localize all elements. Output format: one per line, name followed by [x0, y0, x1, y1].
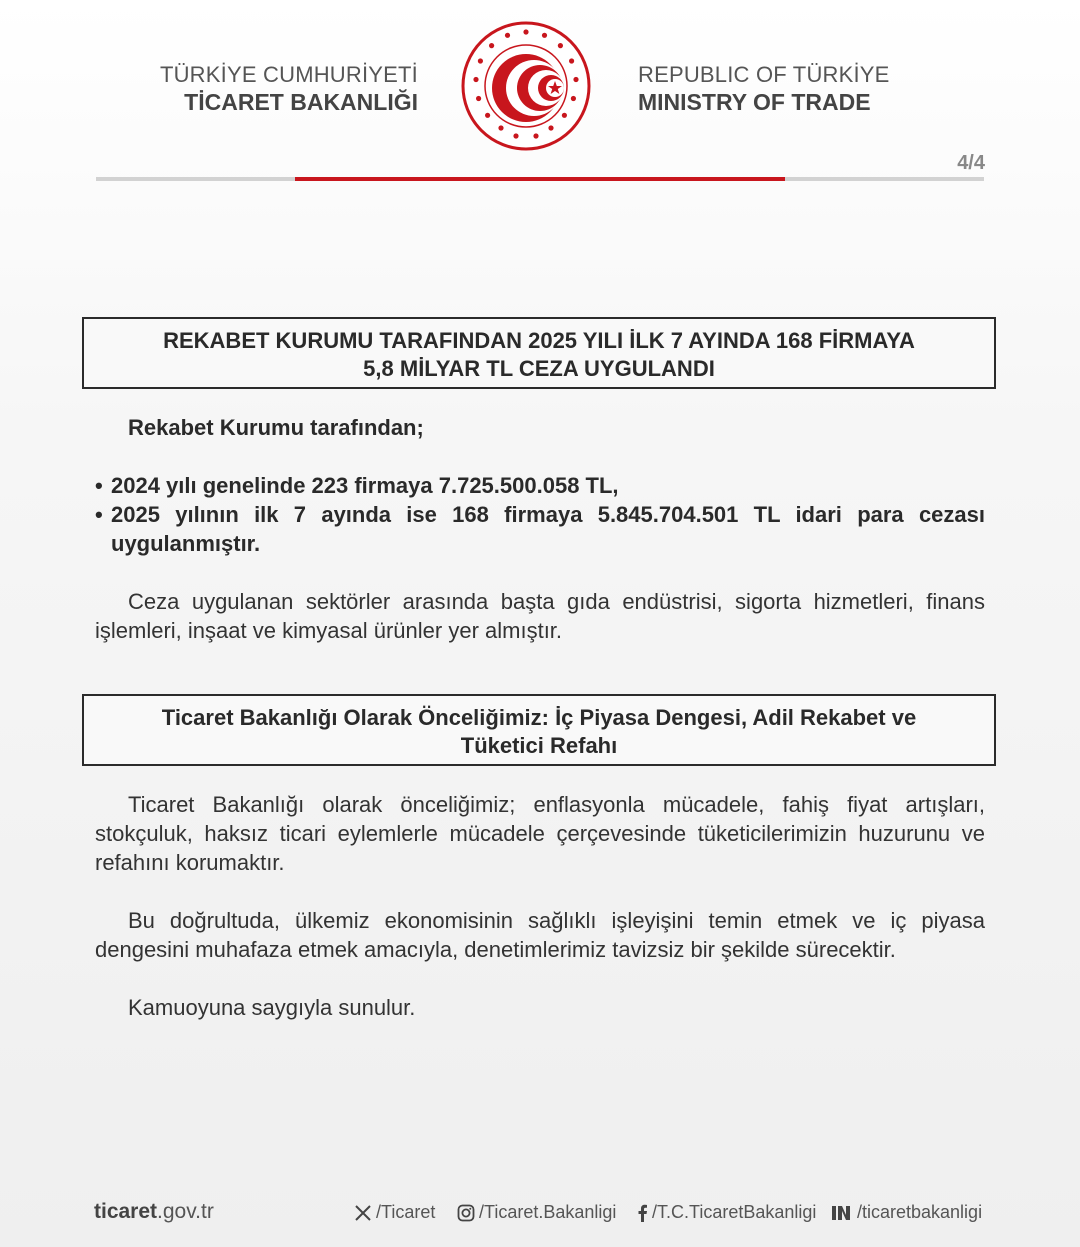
x-link[interactable]: [354, 1202, 435, 1223]
instagram-icon: [457, 1204, 475, 1222]
ministry-emblem-icon: [460, 20, 592, 152]
header-divider-accent: [295, 177, 785, 181]
nsosyal-link[interactable]: [831, 1202, 982, 1223]
letterhead-turkish: [100, 62, 418, 116]
section1-bullet-2024: • 2024 yılı genelinde 223 firmaya 7.725.500.058 TL,: [95, 471, 985, 500]
website-link[interactable]: [94, 1200, 214, 1224]
ministry-name-tr: TİCARET BAKANLIĞI: [184, 89, 418, 115]
instagram-link[interactable]: [457, 1202, 616, 1223]
letterhead-english: [638, 62, 968, 116]
section2-body: [95, 790, 985, 1022]
footer: [0, 1198, 1080, 1230]
republic-name-en: REPUBLIC OF TÜRKİYE: [638, 62, 890, 87]
website-domain-rest: .gov.tr: [157, 1200, 214, 1223]
section1-paragraph: Ceza uygulanan sektörler arasında başta gıda endüstrisi, sigorta hizmetleri, finans işlemleri, inşaat ve kimyasal ürünler yer almıştır.: [95, 589, 985, 643]
x-handle: /Ticaret: [376, 1202, 436, 1222]
republic-name-tr: TÜRKİYE CUMHURİYETİ: [159, 62, 418, 87]
section2-title-line1: Ticaret Bakanlığı Olarak Önceliğimiz: İç Piyasa Dengesi, Adil Rekabet ve: [161, 705, 917, 730]
instagram-handle: /Ticaret.Bakanligi: [479, 1202, 617, 1222]
section2-paragraph2: Bu doğrultuda, ülkemiz ekonomisinin sağlıklı işleyişini temin etmek ve iç piyasa dengesini muhafaza etmek amacıyla, denetimlerimiz tavizsiz bir şekilde sürecektir.: [95, 908, 985, 962]
facebook-link[interactable]: [636, 1202, 816, 1223]
facebook-handle: /T.C.TicaretBakanligi: [652, 1202, 817, 1222]
website-domain-bold: ticaret: [94, 1200, 158, 1223]
ministry-name-en: MINISTRY OF TRADE: [638, 89, 871, 115]
letterhead: [0, 0, 1080, 190]
section1-body: [95, 413, 985, 645]
page-number: 4/4: [957, 152, 985, 174]
nsosyal-icon: [831, 1204, 853, 1222]
section2-title-line2: Tüketici Refahı: [460, 733, 618, 758]
section1-title-line2: 5,8 MİLYAR TL CEZA UYGULANDI: [363, 356, 715, 381]
section1-bullet-2025: • 2025 yılının ilk 7 ayında ise 168 firmaya 5.845.704.501 TL idari para cezası uygulanmıştır.: [95, 500, 985, 558]
nsosyal-handle: /ticaretbakanligi: [857, 1202, 983, 1222]
section1-title-line1: REKABET KURUMU TARAFINDAN 2025 YILI İLK 7 AYINDA 168 FİRMAYA: [163, 328, 915, 353]
section2-paragraph1: Ticaret Bakanlığı olarak önceliğimiz; enflasyonla mücadele, fahiş fiyat artışları, stokçuluk, haksız ticari eylemlerle mücadele çerçevesinde tüketicilerimizin huzurunu ve refahını korumaktır.: [95, 792, 985, 875]
facebook-icon: [636, 1204, 648, 1222]
section2-title-box: [82, 694, 996, 766]
section2-closing: Kamuoyuna saygıyla sunulur.: [128, 995, 416, 1020]
section1-title-box: [82, 317, 996, 389]
section1-intro: Rekabet Kurumu tarafından;: [128, 415, 424, 440]
x-icon: [354, 1204, 372, 1222]
